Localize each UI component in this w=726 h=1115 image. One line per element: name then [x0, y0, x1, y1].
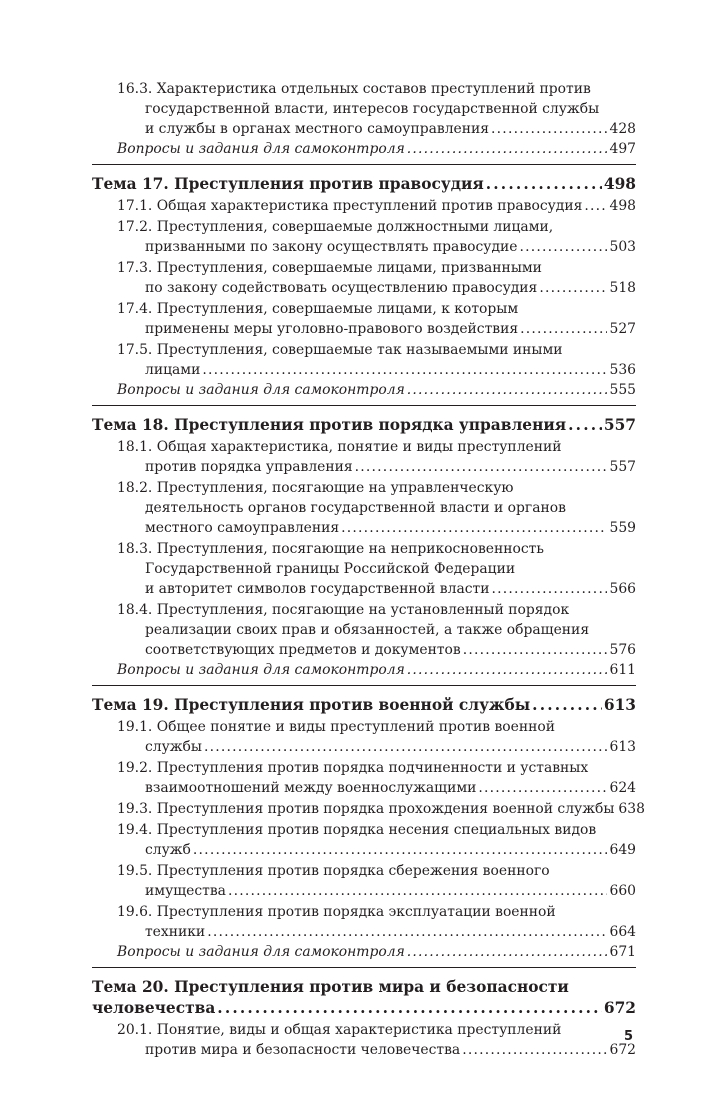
toc-topic-17[interactable]	[92, 164, 636, 195]
toc-page-number: 498	[609, 198, 636, 214]
toc-page-number: 664	[609, 924, 636, 940]
toc-entry-text: лицами	[145, 362, 201, 378]
toc-entry-text: Вопросы и задания для самоконтроля	[117, 662, 405, 678]
toc-questions-17[interactable]	[92, 380, 636, 400]
toc-questions-16[interactable]	[92, 139, 636, 159]
toc-entry-text: местного самоуправления	[145, 520, 340, 536]
toc-entry-19-1[interactable]	[92, 717, 636, 757]
toc-topic-title: Тема 19. Преступления против военной службы	[92, 696, 531, 714]
toc-entry-text: и авторитет символов государственной власти	[145, 581, 490, 597]
toc-entry-text: применены меры уголовно-правового воздействия	[145, 321, 519, 337]
toc-entry-text: имущества	[145, 883, 226, 899]
dot-leader	[217, 998, 602, 1019]
toc-topic-20[interactable]	[92, 967, 636, 1019]
toc-page-number: 671	[609, 944, 636, 960]
toc-entry-text: 17.2. Преступления, совершаемые должностными лицами,	[117, 219, 554, 235]
toc-entry-text: 18.4. Преступления, посягающие на установленный порядок	[117, 602, 570, 618]
toc-entry-text: 18.1. Общая характеристика, понятие и виды преступлений	[117, 439, 562, 455]
toc-entry-text: 17.1. Общая характеристика преступлений против правосудия	[117, 198, 583, 214]
toc-page-number: 536	[609, 362, 636, 378]
toc-entry-18-1[interactable]	[92, 437, 636, 477]
toc-entry-text: соответствующих предметов и документов	[145, 642, 461, 658]
toc-topic-title: человечества	[92, 999, 216, 1017]
toc-page-number: 498	[603, 175, 636, 193]
toc-entry-text: 19.3. Преступления против порядка прохождения военной службы	[117, 801, 615, 817]
toc-page-number: 555	[609, 382, 636, 398]
dot-leader	[193, 840, 608, 860]
toc-page-number: 428	[609, 121, 636, 137]
toc-entry-20-1[interactable]	[92, 1020, 636, 1060]
dot-leader	[520, 319, 607, 339]
toc-page-number: 559	[609, 520, 636, 536]
toc-page-number: 557	[603, 416, 636, 434]
toc-topic-19[interactable]	[92, 685, 636, 716]
toc-entry-19-2[interactable]	[92, 758, 636, 798]
toc-entry-text: Государственной границы Российской Федерации	[145, 561, 516, 577]
toc-entry-18-3[interactable]	[92, 539, 636, 599]
toc-topic-title: Тема 17. Преступления против правосудия	[92, 175, 484, 193]
dot-leader	[568, 415, 602, 436]
toc-entry-16-3[interactable]	[92, 79, 636, 139]
toc-entry-text: деятельность органов государственной власти и органов	[145, 500, 566, 516]
toc-entry-17-5[interactable]	[92, 340, 636, 380]
toc-page-number: 660	[609, 883, 636, 899]
toc-entry-text: государственной власти, интересов государственной службы	[145, 101, 600, 117]
dot-leader	[407, 660, 608, 680]
toc-entry-19-3[interactable]	[92, 799, 645, 819]
table-of-contents	[92, 79, 645, 1060]
toc-entry-text: 19.1. Общее понятие и виды преступлений против военной	[117, 719, 556, 735]
toc-page-number: 557	[609, 459, 636, 475]
toc-entry-text: и службы в органах местного самоуправления	[145, 121, 490, 137]
toc-page-number: 576	[609, 642, 636, 658]
toc-entry-text: Вопросы и задания для самоконтроля	[117, 141, 405, 157]
toc-entry-text: 18.2. Преступления, посягающие на управленческую	[117, 480, 514, 496]
toc-questions-19[interactable]	[92, 942, 636, 962]
toc-page-number: 527	[609, 321, 636, 337]
dot-leader	[228, 881, 608, 901]
dot-leader	[539, 278, 607, 298]
toc-entry-text: реализации своих прав и обязанностей, а также обращения	[145, 622, 590, 638]
toc-entry-19-6[interactable]	[92, 902, 636, 942]
toc-entry-text: 17.5. Преступления, совершаемые так называемыми иными	[117, 342, 563, 358]
dot-leader	[341, 518, 607, 538]
dot-leader	[462, 1040, 607, 1060]
toc-entry-text: против мира и безопасности человечества	[145, 1042, 461, 1058]
toc-entry-text: 18.3. Преступления, посягающие на неприкосновенность	[117, 541, 544, 557]
toc-topic-18[interactable]	[92, 405, 636, 436]
dot-leader	[407, 942, 608, 962]
dot-leader	[491, 119, 607, 139]
toc-entry-18-2[interactable]	[92, 478, 636, 538]
toc-page-number: 613	[603, 696, 636, 714]
toc-entry-text: техники	[145, 924, 206, 940]
dot-leader	[204, 737, 608, 757]
toc-page-number: 497	[609, 141, 636, 157]
dot-leader	[407, 380, 608, 400]
dot-leader	[355, 457, 608, 477]
toc-page-number: 638	[618, 801, 645, 817]
toc-entry-text: 17.3. Преступления, совершаемые лицами, призванными	[117, 260, 542, 276]
toc-topic-title: Тема 18. Преступления против порядка управления	[92, 416, 567, 434]
toc-entry-17-2[interactable]	[92, 217, 636, 257]
toc-entry-text: взаимоотношений между военнослужащими	[145, 780, 477, 796]
dot-leader	[520, 237, 608, 257]
toc-entry-text: по закону содействовать осуществлению правосудия	[145, 280, 538, 296]
toc-entry-text: 19.5. Преступления против порядка сбережения военного	[117, 863, 550, 879]
toc-entry-text: 19.4. Преступления против порядка несения специальных видов	[117, 822, 597, 838]
toc-page-number: 613	[609, 739, 636, 755]
toc-entry-17-4[interactable]	[92, 299, 636, 339]
toc-page-number: 672	[609, 1042, 636, 1058]
toc-entry-text: Вопросы и задания для самоконтроля	[117, 944, 405, 960]
dot-leader	[478, 778, 607, 798]
toc-entry-text: Вопросы и задания для самоконтроля	[117, 382, 405, 398]
dot-leader	[202, 360, 607, 380]
toc-page-number: 624	[609, 780, 636, 796]
dot-leader	[207, 922, 607, 942]
toc-entry-text: 17.4. Преступления, совершаемые лицами, к которым	[117, 301, 519, 317]
dot-leader	[584, 196, 607, 216]
toc-entry-text: призванными по закону осуществлять правосудие	[145, 239, 518, 255]
toc-questions-18[interactable]	[92, 660, 636, 680]
toc-entry-text: против порядка управления	[145, 459, 353, 475]
toc-entry-19-5[interactable]	[92, 861, 636, 901]
toc-entry-17-1[interactable]	[92, 196, 636, 216]
toc-entry-18-4[interactable]	[92, 600, 636, 660]
dot-leader	[407, 139, 608, 159]
toc-entry-text: службы	[145, 739, 202, 755]
toc-entry-text: 19.6. Преступления против порядка эксплуатации военной	[117, 904, 556, 920]
toc-page-number: 518	[609, 280, 636, 296]
toc-page-number: 611	[609, 662, 636, 678]
toc-page-number: 566	[609, 581, 636, 597]
dot-leader	[463, 640, 608, 660]
dot-leader	[486, 174, 602, 195]
toc-entry-text: 20.1. Понятие, виды и общая характеристика преступлений	[117, 1022, 562, 1038]
toc-page-number: 649	[609, 842, 636, 858]
toc-entry-19-4[interactable]	[92, 820, 636, 860]
dot-leader	[532, 695, 602, 716]
dot-leader	[491, 579, 607, 599]
toc-topic-title: Тема 20. Преступления против мира и безопасности	[92, 978, 569, 996]
toc-entry-text: служб	[145, 842, 191, 858]
toc-entry-text: 16.3. Характеристика отдельных составов преступлений против	[117, 81, 591, 97]
toc-entry-text: 19.2. Преступления против порядка подчиненности и уставных	[117, 760, 589, 776]
toc-page-number: 672	[603, 999, 636, 1017]
page-number: 5	[624, 1029, 634, 1044]
toc-entry-17-3[interactable]	[92, 258, 636, 298]
toc-page-number: 503	[609, 239, 636, 255]
